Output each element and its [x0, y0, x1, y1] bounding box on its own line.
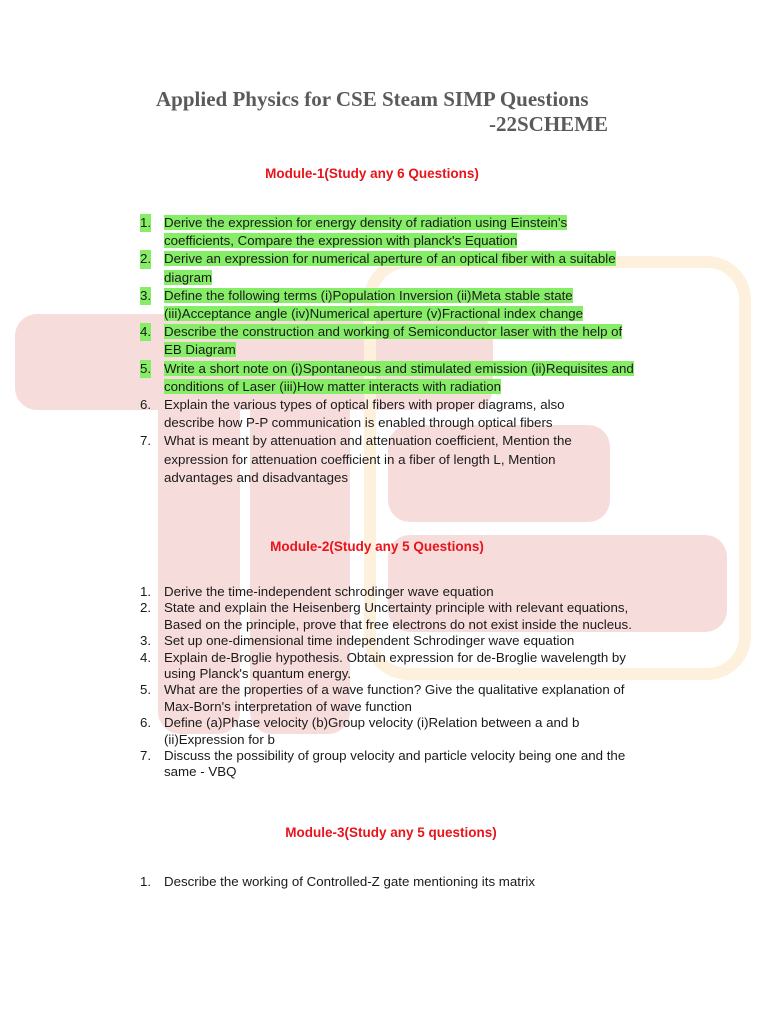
question-text: describe how P-P communication is enabled through optical fibers: [164, 415, 553, 431]
question-number: 5.: [140, 360, 151, 378]
question-item: [140, 682, 660, 715]
question-text: Explain the various types of optical fibers with proper diagrams, also: [164, 397, 565, 413]
question-number: 3.: [140, 287, 151, 305]
question-text: Max-Born's interpretation of wave function: [164, 698, 412, 714]
document-subtitle: -22SCHEME: [488, 112, 608, 136]
module-3-questions: [140, 873, 660, 891]
question-text: coefficients, Compare the expression with planck's Equation: [164, 233, 518, 249]
question-number: 7.: [140, 433, 152, 449]
question-text: conditions of Laser (iii)How matter interacts with radiation: [164, 378, 501, 394]
question-number: 1.: [140, 874, 152, 889]
question-item: [140, 360, 660, 396]
question-text: Write a short note on (i)Spontaneous and stimulated emission (ii)Requisites and: [164, 360, 634, 376]
question-item: [140, 650, 660, 683]
question-text: Discuss the possibility of group velocity and particle velocity being one and the: [164, 748, 626, 764]
module-2-heading: Module-2(Study any 5 Questions): [270, 539, 484, 554]
question-text: diagram: [164, 269, 213, 285]
question-text: Define the following terms (i)Population Inversion (ii)Meta stable state: [164, 287, 573, 303]
question-number: 2.: [140, 250, 151, 268]
question-text: (ii)Expression for b: [164, 731, 275, 747]
question-number: 1.: [140, 584, 152, 599]
question-number: 4.: [140, 649, 152, 665]
question-item: [140, 584, 660, 600]
question-text: Derive an expression for numerical aperture of an optical fiber with a suitable: [164, 251, 616, 267]
question-number: 3.: [140, 633, 152, 649]
question-text: using Planck's quantum energy.: [164, 666, 352, 682]
question-item: [140, 214, 660, 250]
question-item: [140, 748, 660, 781]
module-1-questions: [140, 214, 660, 487]
question-text: Define (a)Phase velocity (b)Group velocity (i)Relation between a and b: [164, 715, 580, 731]
question-text: Describe the working of Controlled-Z gate mentioning its matrix: [164, 874, 535, 889]
document-title: Applied Physics for CSE Steam SIMP Questions: [156, 87, 589, 111]
question-number: 6.: [140, 715, 152, 731]
module-3-heading: Module-3(Study any 5 questions): [285, 825, 497, 840]
question-text: (iii)Acceptance angle (iv)Numerical aperture (v)Fractional index change: [164, 306, 584, 322]
question-number: 2.: [140, 600, 152, 616]
module-1-heading: Module-1(Study any 6 Questions): [265, 166, 479, 181]
question-number: 1.: [140, 214, 151, 232]
question-text: Derive the time-independent schrodinger wave equation: [164, 584, 494, 599]
question-item: [140, 715, 660, 748]
question-item: [140, 873, 660, 891]
question-text: Set up one-dimensional time independent Schrodinger wave equation: [164, 633, 575, 649]
question-item: [140, 250, 660, 286]
question-text: expression for attenuation coefficient in a fiber of length L, Mention: [164, 451, 556, 467]
question-text: Based on the principle, prove that free electrons do not exist inside the nucleus.: [164, 616, 632, 632]
question-text: State and explain the Heisenberg Uncertainty principle with relevant equations,: [164, 600, 629, 616]
question-item: [140, 287, 660, 323]
question-item: [140, 396, 660, 432]
question-item: [140, 323, 660, 359]
question-text: Explain de-Broglie hypothesis. Obtain expression for de-Broglie wavelength by: [164, 649, 626, 665]
question-text: same - VBQ: [164, 764, 237, 780]
question-item: [140, 432, 660, 487]
question-text: EB Diagram: [164, 342, 236, 358]
question-number: 4.: [140, 323, 151, 341]
question-text: What is meant by attenuation and attenuation coefficient, Mention the: [164, 433, 572, 449]
question-number: 5.: [140, 682, 152, 698]
question-text: What are the properties of a wave function? Give the qualitative explanation of: [164, 682, 625, 698]
question-item: [140, 600, 660, 633]
question-number: 6.: [140, 397, 152, 413]
question-text: Derive the expression for energy density of radiation using Einstein's: [164, 215, 568, 230]
question-item: [140, 633, 660, 649]
question-text: advantages and disadvantages: [164, 469, 349, 485]
module-2-questions: [140, 584, 660, 781]
question-number: 7.: [140, 748, 152, 764]
question-text: Describe the construction and working of Semiconductor laser with the help of: [164, 324, 623, 340]
